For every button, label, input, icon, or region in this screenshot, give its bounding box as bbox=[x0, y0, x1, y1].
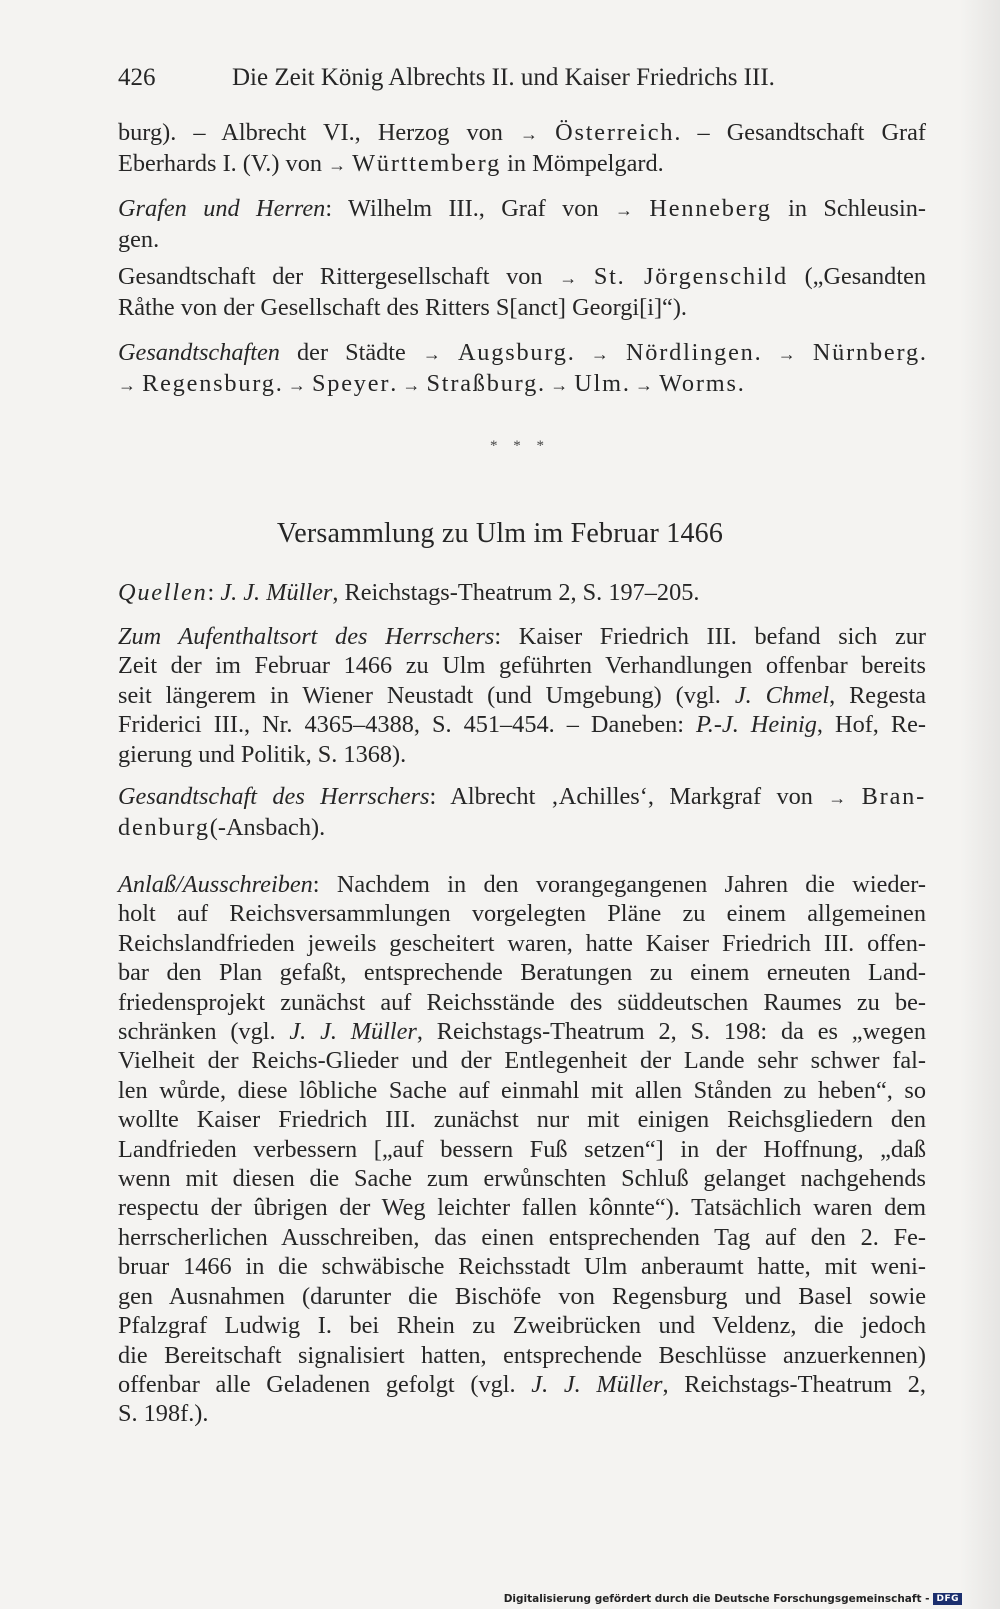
cross-reference: Worms bbox=[659, 370, 738, 398]
text-line: burg). – Albrecht VI., Herzog von → Österreich. – Gesandtschaft Graf bbox=[118, 119, 926, 146]
text-line: respectu der ûbrigen der Weg leichter fallen kônnte“). Tatsächlich waren dem bbox=[118, 1194, 926, 1222]
dfg-logo: DFG bbox=[933, 1593, 962, 1605]
text-line: holt auf Reichsversammlungen vorgelegten Pläne zu einem allgemeinen bbox=[118, 900, 926, 928]
cross-reference: St. Jörgenschild bbox=[593, 263, 788, 290]
cross-reference-arrow-icon: → bbox=[590, 344, 609, 364]
author-name: J. J. Müller bbox=[220, 579, 333, 606]
text-line: Råthe von der Gesellschaft des Ritters S[anct] Georgi[i]“). bbox=[118, 294, 687, 322]
paragraph-quellen bbox=[118, 578, 926, 607]
text-line: → Regensburg. → Speyer. → Straßburg. → Ulm. → Worms. bbox=[118, 370, 744, 398]
cross-reference-arrow-icon: → bbox=[118, 375, 136, 396]
cross-reference: Nördlingen bbox=[625, 339, 755, 366]
text-line: Landfrieden verbessern [„auf bessern Fuß setzen“] in der Hoffnung, „daß bbox=[118, 1135, 926, 1163]
text-line: len wůrde, diese lôbliche Sache auf einmahl mit allen Stånden zu heben“, so bbox=[118, 1076, 926, 1104]
section-heading: Versammlung zu Ulm im Februar 1466 bbox=[276, 518, 724, 549]
text-line: friedensprojekt zunächst auf Reichsstände des süddeutschen Raumes zu be- bbox=[118, 988, 926, 1016]
cross-reference-arrow-icon: → bbox=[777, 344, 796, 364]
paragraph-anlass-ausschreiben bbox=[118, 870, 926, 1429]
cross-reference-arrow-icon: → bbox=[550, 375, 569, 396]
section-label: Quellen bbox=[118, 579, 208, 606]
cross-reference: denburg bbox=[118, 814, 210, 842]
cross-reference: Bran- bbox=[861, 783, 926, 810]
text-line: bruar 1466 in die schwäbische Reichsstadt Ulm anberaumt hatte, mit weni- bbox=[118, 1253, 926, 1281]
text-line: Zeit der im Februar 1466 zu Ulm geführten Verhandlungen offenbar bereits bbox=[118, 652, 926, 680]
text-line: gen Ausnahmen (darunter die Bischöfe von Regensburg und Basel sowie bbox=[118, 1282, 926, 1310]
credit-text: Digitalisierung gefördert durch die Deutsche Forschungsgemeinschaft - bbox=[503, 1593, 930, 1605]
text-line: schränken (vgl. J. J. Müller, Reichstags-Theatrum 2, S. 198: da es „wegen bbox=[118, 1018, 926, 1046]
section-label: Zum Aufenthaltsort des Herrschers bbox=[118, 623, 495, 650]
cross-reference-arrow-icon: → bbox=[635, 375, 654, 396]
cross-reference-arrow-icon: → bbox=[828, 788, 847, 808]
author-name: J. J. Müller bbox=[531, 1370, 663, 1398]
cross-reference: Straßburg bbox=[426, 370, 539, 398]
text-line: Grafen und Herren: Wilhelm III., Graf von → Henneberg in Schleusin- bbox=[118, 195, 926, 222]
text-line: Gesandtschaft der Rittergesellschaft von → St. Jörgenschild („Gesandten bbox=[118, 263, 927, 290]
text-line: Vielheit der Reichs-Glieder und der Entlegenheit der Lande sehr schwer fal- bbox=[118, 1047, 926, 1075]
section-divider-stars: * * * bbox=[490, 438, 550, 454]
section-label: Anlaß/Ausschreiben bbox=[118, 871, 313, 898]
section-label: Gesandtschaften bbox=[118, 339, 280, 366]
cross-reference: Regensburg bbox=[142, 370, 276, 398]
paragraph-rittergesellschaft bbox=[118, 262, 926, 323]
cross-reference: Speyer bbox=[311, 370, 391, 398]
text-line: bar den Plan gefaßt, entsprechende Beratungen zu einem erneuten Land- bbox=[118, 959, 926, 987]
text-line: herrscherlichen Ausschreiben, das einen entsprechenden Tag auf den 2. Fe- bbox=[118, 1223, 926, 1251]
cross-reference: Österreich bbox=[555, 119, 675, 146]
text-line: denburg(-Ansbach). bbox=[118, 814, 326, 842]
text-line: offenbar alle Geladenen gefolgt (vgl. J. J. Müller, Reichstags-Theatrum 2, bbox=[118, 1370, 926, 1398]
paragraph-aufenthaltsort bbox=[118, 622, 926, 769]
cross-reference: Henneberg bbox=[649, 195, 772, 222]
text-line: wenn mit diesen die Sache zum erwůnschten Schluß gelanget nachgehends bbox=[118, 1165, 926, 1193]
text-line: wollte Kaiser Friedrich III. zunächst nur mit einigen Reichsgliedern den bbox=[118, 1106, 926, 1134]
text-line: Gesandtschaft des Herrschers: Albrecht ‚Achilles‘, Markgraf von → Bran- bbox=[118, 783, 926, 810]
paragraph-austria-wuerttemberg bbox=[118, 118, 926, 181]
paragraph-grafen-herren bbox=[118, 194, 926, 255]
text-line: Reichslandfrieden jeweils gescheitert waren, hatte Kaiser Friedrich III. offen- bbox=[118, 929, 926, 957]
text-line: gierung und Politik, S. 1368). bbox=[118, 740, 407, 768]
paragraph-gesandtschaft bbox=[118, 782, 926, 843]
author-name: J. J. Müller bbox=[289, 1018, 417, 1046]
text-line: Zum Aufenthaltsort des Herrschers: Kaiser Friedrich III. befand sich zur bbox=[118, 623, 926, 650]
text-line: Anlaß/Ausschreiben: Nachdem in den vorangegangenen Jahren die wieder- bbox=[118, 871, 926, 898]
cross-reference-arrow-icon: → bbox=[559, 268, 578, 288]
paragraph-staedte bbox=[118, 338, 926, 401]
page-edge-shadow bbox=[960, 0, 1000, 1609]
text-line: Gesandtschaften der Städte → Augsburg. → Nördlingen. → Nürnberg. bbox=[118, 339, 926, 366]
digitization-credit bbox=[504, 1593, 962, 1605]
author-name: P.-J. Heinig bbox=[696, 711, 817, 739]
cross-reference: Württemberg bbox=[352, 150, 502, 178]
text-line: Quellen: J. J. Müller, Reichstags-Theatrum 2, S. 197–205. bbox=[118, 579, 700, 606]
text-line: gen. bbox=[118, 226, 160, 254]
text-line: die Bereitschaft signalisiert hatten, entsprechende Beschlüsse anzuerkennen) bbox=[118, 1341, 926, 1369]
section-label: Grafen und Herren bbox=[118, 195, 326, 222]
text-line: Friderici III., Nr. 4365–4388, S. 451–454. – Daneben: P.-J. Heinig, Hof, Re- bbox=[118, 711, 926, 739]
text-line: Pfalzgraf Ludwig I. bei Rhein zu Zweibrücken und Veldenz, die jedoch bbox=[118, 1312, 926, 1340]
page-header bbox=[118, 64, 908, 100]
running-head: Die Zeit König Albrechts II. und Kaiser Friedrichs III. bbox=[232, 64, 775, 91]
cross-reference: Ulm bbox=[574, 370, 623, 398]
section-label: Gesandtschaft des Herrschers bbox=[118, 783, 430, 810]
text-line: S. 198f.). bbox=[118, 1400, 209, 1428]
cross-reference-arrow-icon: → bbox=[520, 124, 539, 144]
cross-reference: Nürnberg bbox=[812, 339, 920, 366]
cross-reference: Augsburg bbox=[457, 339, 568, 366]
text-line: Eberhards I. (V.) von → Württemberg in Mömpelgard. bbox=[118, 150, 664, 178]
cross-reference-arrow-icon: → bbox=[402, 375, 421, 396]
cross-reference-arrow-icon: → bbox=[328, 155, 347, 176]
page-number: 426 bbox=[118, 64, 156, 91]
cross-reference-arrow-icon: → bbox=[287, 375, 306, 396]
text-line: seit längerem in Wiener Neustadt (und Umgebung) (vgl. J. Chmel, Regesta bbox=[118, 681, 927, 709]
author-name: J. Chmel bbox=[734, 681, 830, 709]
cross-reference-arrow-icon: → bbox=[615, 200, 633, 220]
cross-reference-arrow-icon: → bbox=[422, 344, 441, 364]
